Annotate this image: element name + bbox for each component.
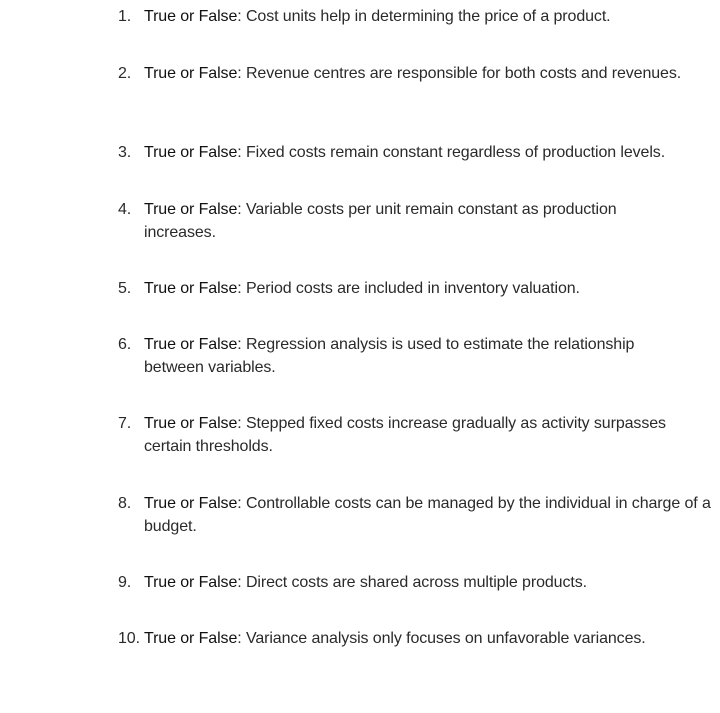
question-text: : Variance analysis only focuses on unfavorable variances.: [237, 630, 646, 647]
question-lead: True or False: [144, 574, 238, 591]
question-number: 7.: [118, 415, 132, 432]
question-lead: True or False: [144, 201, 238, 218]
question-item-2: [118, 63, 714, 86]
question-text: : Direct costs are shared across multiple products.: [237, 574, 587, 591]
question-number: 2.: [118, 65, 132, 82]
question-item-8: [118, 493, 714, 538]
question-text: : Revenue centres are responsible for both costs and revenues.: [237, 65, 682, 82]
question-item-9: [118, 572, 714, 595]
question-lead: True or False: [144, 336, 238, 353]
question-item-3: [118, 142, 714, 165]
question-body: [144, 6, 714, 29]
question-text: : Controllable costs can be managed by the individual in charge of a budget.: [144, 495, 711, 535]
question-lead: True or False: [144, 495, 238, 512]
question-item-5: [118, 278, 714, 301]
question-lead: True or False: [144, 8, 238, 25]
question-text: : Regression analysis is used to estimate the relationship between variables.: [144, 336, 635, 376]
question-text: : Fixed costs remain constant regardless of production levels.: [237, 144, 666, 161]
question-number: 4.: [118, 201, 132, 218]
question-text: : Period costs are included in inventory valuation.: [237, 280, 580, 297]
question-number: 9.: [118, 574, 132, 591]
question-item-1: [118, 6, 714, 29]
question-body: [144, 334, 669, 379]
question-number: 5.: [118, 280, 132, 297]
question-lead: True or False: [144, 630, 238, 647]
question-text: : Cost units help in determining the price of a product.: [237, 8, 611, 25]
question-item-6: [118, 334, 714, 379]
question-item-7: [118, 413, 714, 458]
question-number: 1.: [118, 8, 132, 25]
question-item-10: [118, 628, 714, 651]
question-text: : Variable costs per unit remain constant as production increases.: [144, 201, 617, 241]
question-lead: True or False: [144, 280, 238, 297]
question-body: [144, 199, 654, 244]
question-body: [144, 493, 714, 538]
question-text: : Stepped fixed costs increase gradually as activity surpasses certain thresholds.: [144, 415, 666, 455]
question-number: 10.: [118, 630, 140, 647]
question-body: [144, 413, 704, 458]
question-number: 6.: [118, 336, 132, 353]
question-body: [144, 142, 714, 165]
question-body: [144, 628, 714, 651]
question-item-4: [118, 199, 714, 244]
question-lead: True or False: [144, 144, 238, 161]
question-body: [144, 278, 714, 301]
question-body: [144, 572, 714, 595]
question-lead: True or False: [144, 415, 238, 432]
question-number: 8.: [118, 495, 132, 512]
question-lead: True or False: [144, 65, 238, 82]
question-number: 3.: [118, 144, 132, 161]
question-body: [144, 63, 714, 86]
